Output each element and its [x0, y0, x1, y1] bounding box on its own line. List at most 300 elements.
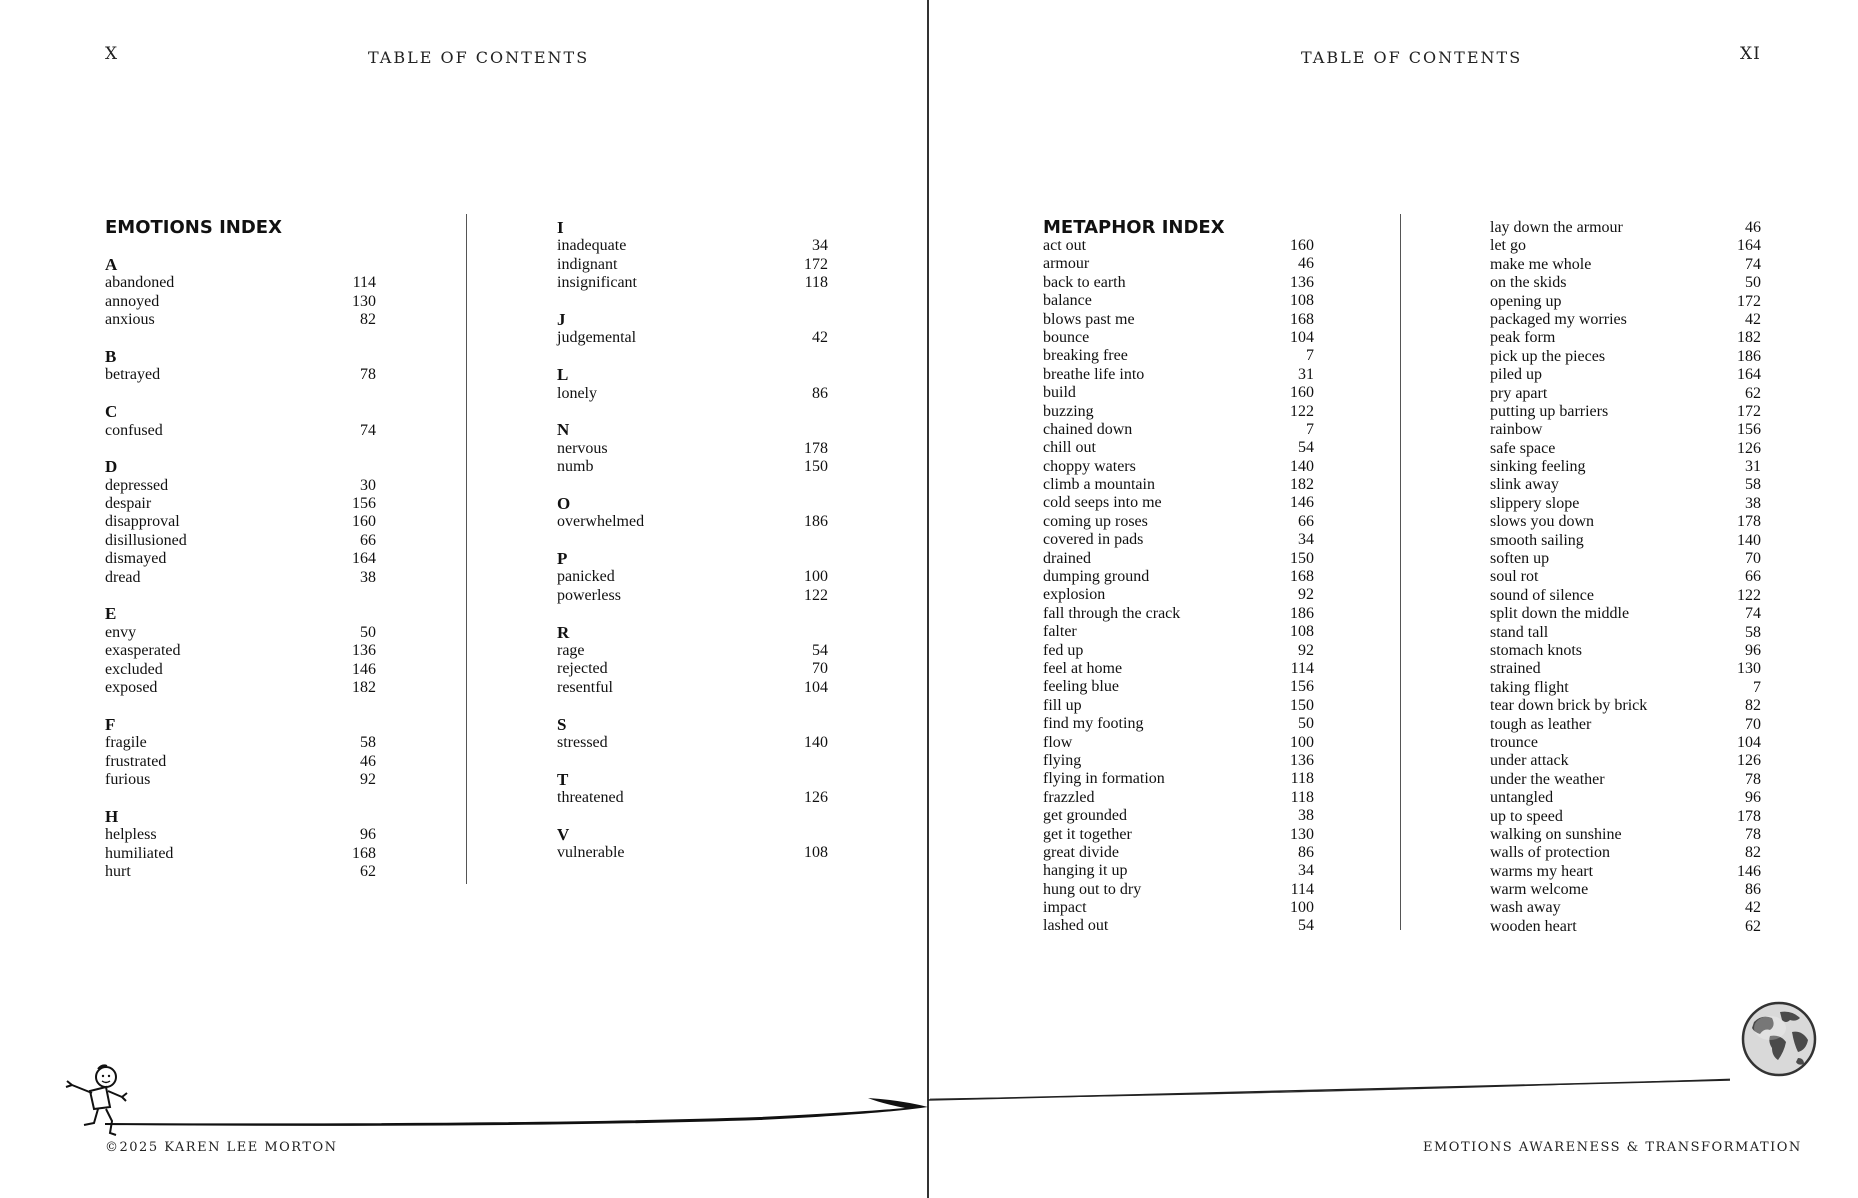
index-term: stomach knots [1490, 641, 1582, 659]
index-letter-heading: F [105, 714, 116, 734]
page-reference: 66 [1298, 512, 1314, 530]
index-term: soften up [1490, 550, 1550, 568]
index-entry [1043, 255, 1314, 273]
index-term: stressed [557, 733, 608, 751]
page-reference: 114 [1290, 880, 1314, 898]
page-reference: 108 [804, 844, 828, 862]
index-letter-group [557, 771, 828, 808]
index-term: untangled [1490, 789, 1554, 807]
index-term: climb a mountain [1043, 476, 1155, 494]
index-entry [1043, 807, 1314, 825]
page-reference: 108 [1290, 292, 1314, 310]
page-reference: 92 [1298, 586, 1314, 604]
index-entry [105, 513, 376, 531]
page-reference: 70 [812, 660, 828, 678]
index-term: pick up the pieces [1490, 347, 1606, 365]
index-term: under attack [1490, 752, 1569, 770]
index-entry [105, 753, 376, 771]
running-header: TABLE OF CONTENTS [368, 48, 590, 67]
index-term: get grounded [1043, 807, 1127, 825]
index-letter-heading: O [557, 493, 571, 513]
page-reference: 62 [1745, 917, 1761, 935]
index-entry [1043, 531, 1314, 549]
index-term: exasperated [105, 642, 181, 660]
index-entry [1490, 771, 1761, 789]
index-term: numb [557, 458, 594, 476]
emotions-index-title: EMOTIONS INDEX [105, 217, 282, 238]
index-entry [105, 274, 376, 292]
index-entry [1043, 494, 1314, 512]
page-reference: 96 [360, 826, 376, 844]
index-entry [1490, 219, 1761, 237]
page-reference: 70 [1745, 550, 1761, 568]
index-entry [1490, 513, 1761, 531]
index-term: threatened [557, 789, 624, 807]
index-term: hung out to dry [1043, 880, 1142, 898]
page-reference: 50 [360, 623, 376, 641]
index-term: humiliated [105, 844, 174, 862]
index-term: choppy waters [1043, 457, 1136, 475]
index-entry [105, 624, 376, 642]
page-reference: 34 [812, 237, 828, 255]
index-term: lonely [557, 384, 597, 402]
page-reference: 86 [1745, 881, 1761, 899]
index-entry [1043, 329, 1314, 347]
index-entry [1043, 770, 1314, 788]
page-reference: 30 [360, 476, 376, 494]
page-reference: 136 [352, 642, 376, 660]
index-term: lashed out [1043, 917, 1109, 935]
index-term: peak form [1490, 329, 1556, 347]
running-figure-illustration [60, 1063, 130, 1137]
page-reference: 46 [1298, 255, 1314, 273]
index-entry [557, 642, 828, 660]
page-reference: 186 [1290, 604, 1314, 622]
page-reference: 86 [812, 384, 828, 402]
index-term: wash away [1490, 899, 1561, 917]
index-term: walls of protection [1490, 844, 1610, 862]
index-term: fed up [1043, 641, 1084, 659]
index-entry [557, 734, 828, 752]
index-entry [1490, 348, 1761, 366]
index-entry [557, 789, 828, 807]
page-reference: 96 [1745, 789, 1761, 807]
page-reference: 150 [1290, 549, 1314, 567]
index-term: betrayed [105, 366, 161, 384]
index-term: taking flight [1490, 678, 1569, 696]
index-term: piled up [1490, 366, 1542, 384]
index-term: confused [105, 421, 163, 439]
page-reference: 104 [1290, 328, 1314, 346]
page-reference: 82 [1745, 697, 1761, 715]
index-term: walking on sunshine [1490, 825, 1622, 843]
index-term: armour [1043, 255, 1090, 273]
index-entry [557, 385, 828, 403]
index-entry [1043, 237, 1314, 255]
page-reference: 160 [1290, 237, 1314, 254]
page-reference: 182 [1737, 329, 1761, 347]
page-reference: 100 [1290, 899, 1314, 917]
index-entry [1043, 899, 1314, 917]
index-term: helpless [105, 826, 157, 844]
index-entry [1490, 752, 1761, 770]
index-entry [105, 845, 376, 863]
page-reference: 31 [1298, 365, 1314, 383]
index-letter-heading: I [557, 218, 564, 237]
index-letter-group [105, 808, 376, 882]
index-entry [557, 513, 828, 531]
index-term: frustrated [105, 752, 167, 770]
index-entry [105, 679, 376, 697]
page-reference: 78 [1745, 770, 1761, 788]
index-term: pry apart [1490, 384, 1548, 402]
index-term: resentful [557, 678, 613, 696]
index-entry [1490, 495, 1761, 513]
page-reference: 122 [804, 586, 828, 604]
index-term: overwhelmed [557, 513, 645, 531]
page-reference: 136 [1290, 273, 1314, 291]
index-term: disapproval [105, 513, 180, 531]
page-reference: 104 [1737, 733, 1761, 751]
page-reference: 66 [1745, 568, 1761, 586]
index-entry [1043, 274, 1314, 292]
index-entry [1490, 329, 1761, 347]
page-reference: 156 [1737, 421, 1761, 439]
page-reference: 150 [1290, 696, 1314, 714]
page-reference: 86 [1298, 843, 1314, 861]
index-letter-group [557, 219, 828, 293]
page-reference: 38 [1745, 494, 1761, 512]
index-entry [105, 826, 376, 844]
page-reference: 92 [360, 770, 376, 788]
page-reference: 58 [1745, 476, 1761, 494]
page-reference: 146 [1737, 862, 1761, 880]
index-entry [105, 532, 376, 550]
page-reference: 100 [1290, 733, 1314, 751]
index-term: split down the middle [1490, 605, 1630, 623]
page-reference: 126 [804, 789, 828, 807]
page-reference: 118 [1290, 770, 1314, 788]
index-term: find my footing [1043, 715, 1144, 733]
index-entry [1043, 403, 1314, 421]
page-reference: 160 [1290, 384, 1314, 402]
index-term: blows past me [1043, 310, 1135, 328]
page-reference: 70 [1745, 715, 1761, 733]
page-reference: 150 [804, 458, 828, 476]
page-reference: 146 [352, 660, 376, 678]
index-entry [1490, 385, 1761, 403]
index-entry [557, 458, 828, 476]
index-entry [1043, 715, 1314, 733]
index-term: smooth sailing [1490, 531, 1584, 549]
page-reference: 62 [360, 862, 376, 880]
metaphor-index-title: METAPHOR INDEX [1043, 217, 1225, 238]
index-term: dread [105, 568, 141, 586]
index-term: insignificant [557, 274, 637, 292]
index-term: excluded [105, 660, 163, 678]
index-letter-heading: J [557, 309, 566, 329]
index-term: vulnerable [557, 844, 625, 862]
index-letter-group [557, 550, 828, 605]
index-letter-group [105, 458, 376, 587]
index-letter-heading: E [105, 604, 117, 624]
index-term: strained [1490, 660, 1541, 678]
index-term: exposed [105, 678, 158, 696]
index-entry [1490, 716, 1761, 734]
index-entry [1490, 274, 1761, 292]
emotions-index-column-1 [105, 256, 376, 881]
index-entry [1043, 458, 1314, 476]
index-entry [105, 550, 376, 568]
index-entry [1490, 476, 1761, 494]
index-entry [105, 293, 376, 311]
page-reference: 164 [1737, 237, 1761, 255]
index-entry [1490, 293, 1761, 311]
page-reference: 54 [812, 641, 828, 659]
page-reference: 74 [1745, 255, 1761, 273]
index-entry [1490, 421, 1761, 439]
page-reference: 50 [1745, 274, 1761, 292]
index-entry [1043, 550, 1314, 568]
index-term: rage [557, 641, 585, 659]
index-term: slows you down [1490, 513, 1595, 531]
page-reference: 74 [1745, 605, 1761, 623]
page-reference: 172 [804, 255, 828, 273]
index-entry [1043, 789, 1314, 807]
index-term: fragile [105, 734, 147, 752]
index-term: breathe life into [1043, 365, 1145, 383]
index-term: chained down [1043, 420, 1133, 438]
page-reference: 38 [1298, 807, 1314, 825]
index-term: drained [1043, 549, 1091, 567]
index-entry [105, 734, 376, 752]
index-term: impact [1043, 899, 1087, 917]
column-divider [1400, 214, 1401, 930]
page-number: X [105, 44, 119, 64]
index-entry [1490, 403, 1761, 421]
index-letter-group [557, 311, 828, 348]
index-entry [1490, 366, 1761, 384]
metaphor-index-column-2 [1490, 219, 1761, 936]
page-reference: 100 [804, 568, 828, 586]
index-entry [557, 329, 828, 347]
index-term: act out [1043, 237, 1087, 254]
index-letter-group [557, 624, 828, 698]
index-term: abandoned [105, 274, 175, 292]
index-term: coming up roses [1043, 512, 1148, 530]
page-reference: 46 [360, 752, 376, 770]
index-term: build [1043, 384, 1076, 402]
index-entry [1043, 862, 1314, 880]
page-reference: 82 [360, 311, 376, 329]
index-term: great divide [1043, 843, 1119, 861]
index-term: wooden heart [1490, 917, 1577, 935]
index-entry [1490, 642, 1761, 660]
emotions-index-column-2 [557, 219, 828, 863]
page-reference: 130 [1290, 825, 1314, 843]
index-letter-heading: A [105, 255, 118, 274]
index-entry [1490, 532, 1761, 550]
page-reference: 136 [1290, 751, 1314, 769]
index-term: disillusioned [105, 531, 187, 549]
index-entry [1490, 734, 1761, 752]
page-reference: 46 [1745, 219, 1761, 236]
index-term: panicked [557, 568, 615, 586]
page-reference: 178 [1737, 807, 1761, 825]
page-reference: 122 [1290, 402, 1314, 420]
index-term: furious [105, 770, 151, 788]
index-term: envy [105, 623, 137, 641]
page-reference: 78 [1745, 825, 1761, 843]
index-term: slippery slope [1490, 494, 1580, 512]
page-reference: 164 [352, 550, 376, 568]
index-entry [557, 256, 828, 274]
page-reference: 156 [1290, 678, 1314, 696]
index-entry [1490, 256, 1761, 274]
index-term: tear down brick by brick [1490, 697, 1648, 715]
index-term: covered in pads [1043, 531, 1144, 549]
page-reference: 62 [1745, 384, 1761, 402]
index-entry [1043, 366, 1314, 384]
page-reference: 74 [360, 421, 376, 439]
page-reference: 42 [812, 329, 828, 347]
page-reference: 182 [1290, 476, 1314, 494]
page-reference: 172 [1737, 402, 1761, 420]
index-entry [1043, 586, 1314, 604]
index-entry [557, 844, 828, 862]
index-entry [105, 311, 376, 329]
index-term: flying in formation [1043, 770, 1165, 788]
globe-illustration [1740, 1000, 1818, 1078]
index-term: let go [1490, 237, 1526, 255]
index-entry [105, 771, 376, 789]
index-entry [1490, 808, 1761, 826]
page-reference: 156 [352, 495, 376, 513]
index-term: sinking feeling [1490, 458, 1586, 476]
index-entry [1043, 752, 1314, 770]
page-reference: 34 [1298, 862, 1314, 880]
index-entry [1043, 734, 1314, 752]
index-entry [1490, 660, 1761, 678]
index-term: chill out [1043, 439, 1096, 457]
page-reference: 42 [1745, 310, 1761, 328]
page-reference: 104 [804, 678, 828, 696]
page-reference: 82 [1745, 844, 1761, 862]
index-term: fill up [1043, 696, 1082, 714]
index-entry [1043, 439, 1314, 457]
index-letter-group [105, 605, 376, 697]
index-term: rejected [557, 660, 608, 678]
page-number: XI [1740, 44, 1761, 64]
index-entry [557, 587, 828, 605]
index-term: get it together [1043, 825, 1132, 843]
index-letter-heading: H [105, 806, 119, 826]
index-term: trounce [1490, 733, 1538, 751]
index-letter-heading: L [557, 365, 569, 385]
page-reference: 140 [1737, 531, 1761, 549]
index-letter-group [557, 716, 828, 753]
page-reference: 126 [1737, 439, 1761, 457]
index-letter-group [557, 826, 828, 863]
index-entry [105, 495, 376, 513]
index-term: dumping ground [1043, 568, 1150, 586]
index-entry [557, 274, 828, 292]
index-term: hurt [105, 862, 131, 880]
index-term: under the weather [1490, 770, 1605, 788]
index-term: fall through the crack [1043, 604, 1181, 622]
index-entry [1043, 292, 1314, 310]
index-term: buzzing [1043, 402, 1094, 420]
index-entry [1490, 458, 1761, 476]
index-letter-heading: V [557, 824, 570, 844]
page-reference: 168 [352, 844, 376, 862]
page-reference: 108 [1290, 623, 1314, 641]
index-term: back to earth [1043, 273, 1126, 291]
index-term: despair [105, 495, 152, 513]
index-entry [105, 661, 376, 679]
index-term: falter [1043, 623, 1077, 641]
page-reference: 118 [804, 274, 828, 292]
index-entry [1043, 826, 1314, 844]
index-term: feel at home [1043, 659, 1123, 677]
index-letter-group [557, 495, 828, 532]
index-term: up to speed [1490, 807, 1563, 825]
index-term: safe space [1490, 439, 1556, 457]
index-entry [1043, 347, 1314, 365]
index-entry [1490, 624, 1761, 642]
index-entry [1043, 642, 1314, 660]
index-letter-heading: D [105, 457, 118, 477]
index-entry [105, 477, 376, 495]
index-term: dismayed [105, 550, 167, 568]
index-letter-group [105, 348, 376, 385]
index-term: opening up [1490, 292, 1562, 310]
index-term: cold seeps into me [1043, 494, 1162, 512]
index-entry [105, 569, 376, 587]
page-reference: 38 [360, 568, 376, 586]
page-reference: 140 [1290, 457, 1314, 475]
index-entry [105, 366, 376, 384]
page-reference: 178 [1737, 513, 1761, 531]
page-reference: 186 [1737, 347, 1761, 365]
index-entry [1490, 789, 1761, 807]
index-term: putting up barriers [1490, 402, 1609, 420]
index-letter-group [557, 421, 828, 476]
index-letter-group [105, 403, 376, 440]
index-entry [1490, 605, 1761, 623]
page-reference: 7 [1306, 347, 1314, 365]
index-term: bounce [1043, 328, 1090, 346]
index-term: annoyed [105, 292, 160, 310]
page-reference: 168 [1290, 568, 1314, 586]
index-term: stand tall [1490, 623, 1549, 641]
index-entry [1043, 623, 1314, 641]
index-term: tough as leather [1490, 715, 1592, 733]
index-letter-heading: B [105, 346, 117, 366]
index-entry [1043, 421, 1314, 439]
page-reference: 50 [1298, 715, 1314, 733]
index-term: warm welcome [1490, 881, 1589, 899]
index-term: depressed [105, 476, 169, 494]
index-term: breaking free [1043, 347, 1128, 365]
index-term: packaged my worries [1490, 310, 1627, 328]
index-entry [1043, 476, 1314, 494]
page-reference: 78 [360, 366, 376, 384]
index-entry [1043, 311, 1314, 329]
index-term: nervous [557, 439, 608, 457]
index-entry [1043, 697, 1314, 715]
page-reference: 186 [804, 513, 828, 531]
